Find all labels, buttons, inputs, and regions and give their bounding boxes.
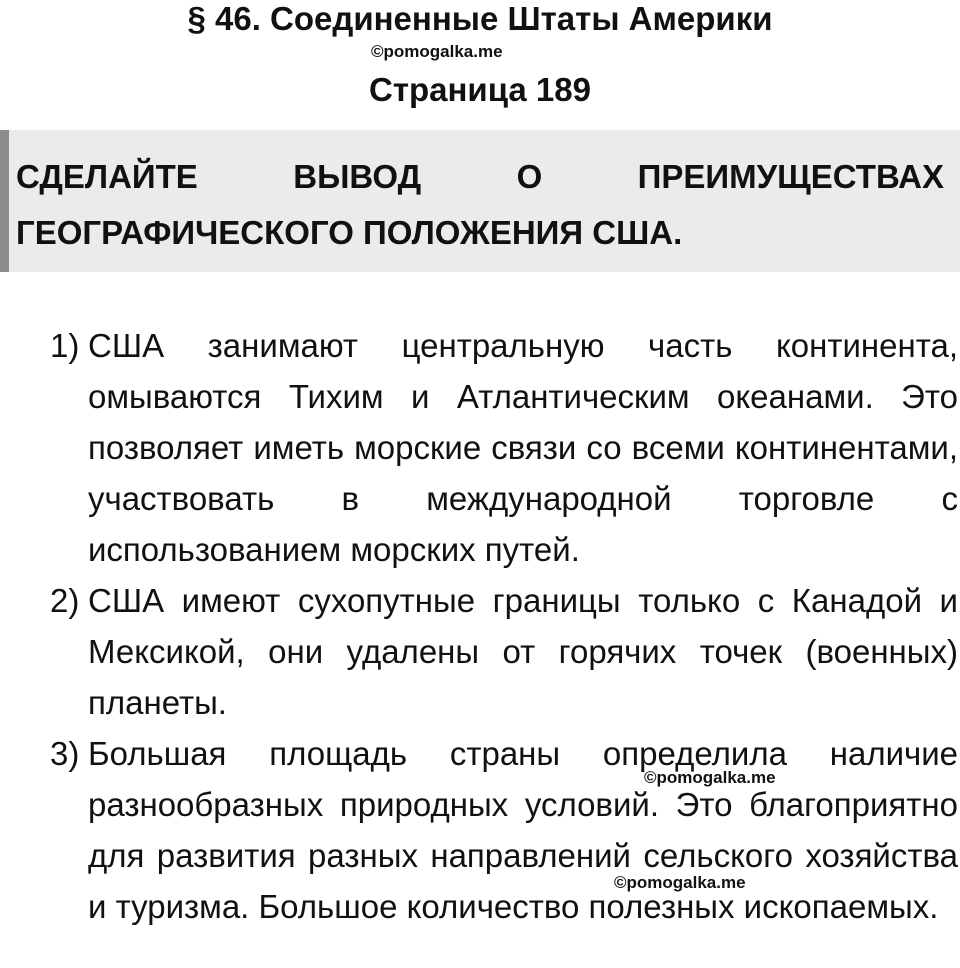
page-title: § 46. Соединенные Штаты Америки <box>187 0 773 37</box>
watermark-top: ©pomogalka.me <box>371 42 503 61</box>
watermark-middle: ©pomogalka.me <box>644 768 776 787</box>
answer-text-2: США имеют сухопутные границы только с Канадой и Мексикой, они удалены от горячих точек (военных) планеты. <box>88 582 958 721</box>
answer-item-3 <box>0 728 958 932</box>
answer-item-1 <box>0 320 958 575</box>
page-number: Страница 189 <box>369 71 591 108</box>
task-text: СДЕЛАЙТЕ ВЫВОД О ПРЕИМУЩЕСТВАХ ГЕОГРАФИЧЕСКОГО ПОЛОЖЕНИЯ США. <box>16 158 944 251</box>
watermark-lower: ©pomogalka.me <box>614 873 746 892</box>
answer-number-1: 1) <box>50 327 80 364</box>
answer-list <box>0 320 960 932</box>
answer-number-2: 2) <box>50 582 80 619</box>
answer-text-1: США занимают центральную часть континента, омываются Тихим и Атлантическим океанами. Это позволяет иметь морские связи со всеми континентами, участвовать в международной торговле с использованием морских путей. <box>88 327 958 568</box>
answer-number-3: 3) <box>50 735 80 772</box>
answer-text-3: Большая площадь страны определила наличие разнообразных природных условий. Это благоприятно для развития разных направлений сельского хозяйства и туризма. Большое количество полезных ископаемых. <box>88 735 958 925</box>
answer-item-2 <box>0 575 958 728</box>
